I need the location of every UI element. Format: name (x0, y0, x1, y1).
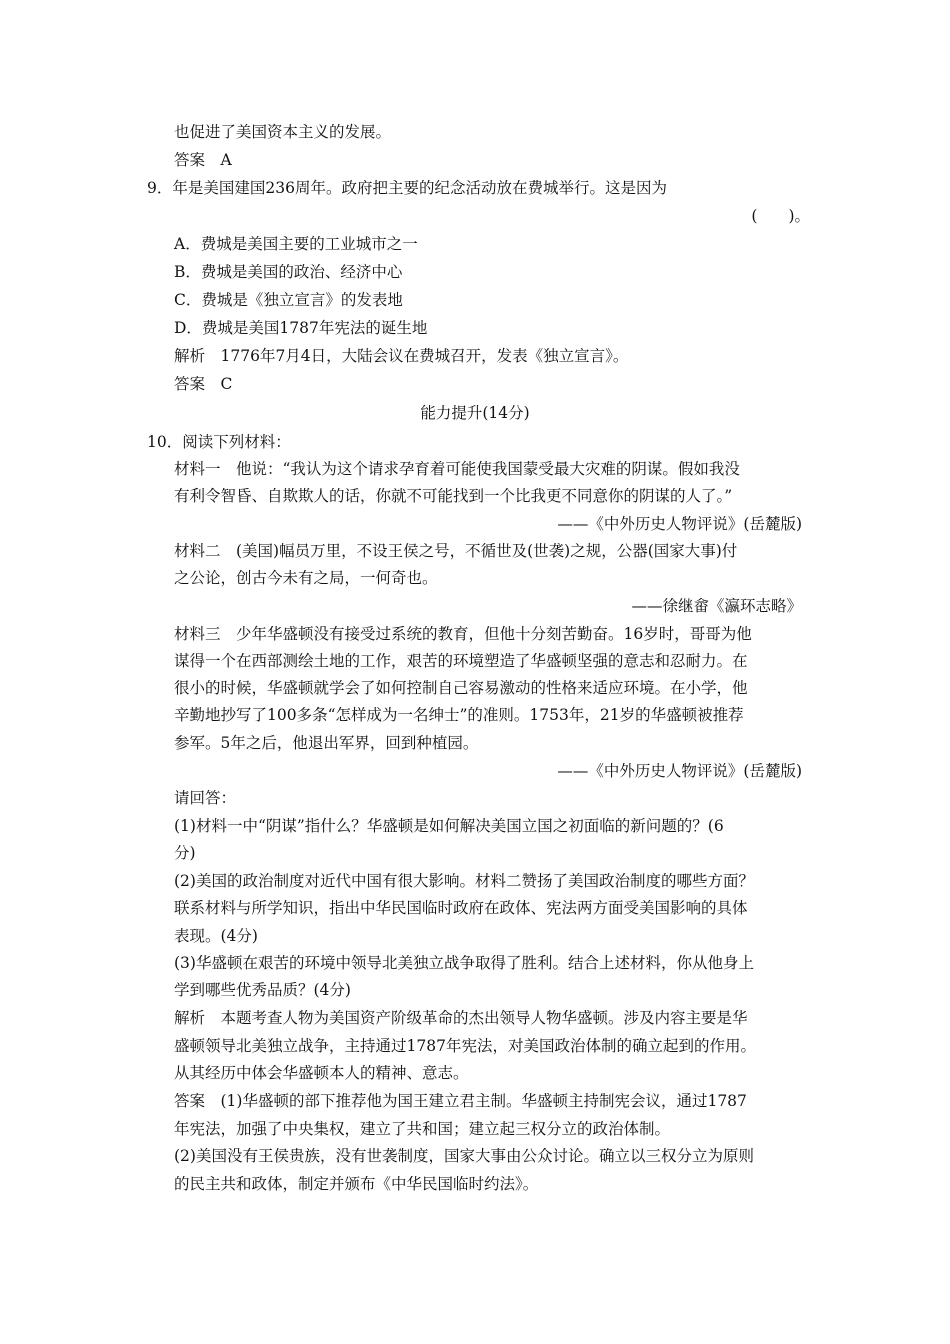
q10-answer-line: (2)美国没有王侯贵族，没有世袭制度，国家大事由公众讨论。确立以三权分立为原则 (174, 1147, 754, 1165)
material-3-line: 谋得一个在西部测绘土地的工作，艰苦的环境塑造了华盛顿坚强的意志和忍耐力。在 (174, 652, 748, 670)
material-1-source: ——《中外历史人物评说》(岳麓版) (557, 515, 802, 533)
material-2-source: ——徐继畲《瀛环志略》 (631, 597, 802, 615)
sub-question-3-line: (3)华盛顿在艰苦的环境中领导北美独立战争取得了胜利。结合上述材料，你从他身上 (174, 954, 754, 972)
material-3-line: 材料三 少年华盛顿没有接受过系统的教育，但他十分刻苦勤奋。16岁时，哥哥为他 (174, 625, 752, 643)
prev-answer: 答案 A (174, 151, 232, 169)
q9-answer: 答案 C (174, 375, 233, 393)
answer-prompt: 请回答： (174, 789, 237, 807)
q9-stem: 9．年是美国建国236周年。政府把主要的纪念活动放在费城举行。这是因为 (147, 179, 667, 197)
q9-option-c: C．费城是《独立宣言》的发表地 (174, 291, 403, 309)
material-1-line: 材料一 他说：“我认为这个请求孕育着可能使我国蒙受最大灾难的阴谋。假如我没 (174, 460, 740, 478)
q10-analysis-line: 解析 本题考查人物为美国资产阶级革命的杰出领导人物华盛顿。涉及内容主要是华 (174, 1009, 748, 1027)
q9-option-a: A．费城是美国主要的工业城市之一 (174, 235, 418, 253)
material-3-line: 辛勤地抄写了100多条“怎样成为一名绅士”的准则。1753年，21岁的华盛顿被推荐 (174, 706, 744, 724)
material-1-line: 有利令智昏、自欺欺人的话，你就不可能找到一个比我更不同意你的阴谋的人了。” (174, 487, 733, 505)
material-3-source: ——《中外历史人物评说》(岳麓版) (557, 762, 802, 780)
q9-option-d: D．费城是美国1787年宪法的诞生地 (174, 319, 428, 337)
sub-question-2-line: 表现。(4分) (174, 927, 258, 945)
prev-continuation: 也促进了美国资本主义的发展。 (174, 123, 392, 141)
section-title: 能力提升(14分) (420, 404, 530, 422)
q10-answer-line: 的民主共和政体，制定并颁布《中华民国临时约法》。 (174, 1175, 539, 1193)
material-3-line: 参军。5年之后，他退出军界，回到种植园。 (174, 734, 479, 752)
sub-question-2-line: (2)美国的政治制度对近代中国有很大影响。材料二赞扬了美国政治制度的哪些方面？ (174, 872, 754, 890)
sub-question-3-line: 学到哪些优秀品质？(4分) (174, 981, 351, 999)
q10-answer-line: 答案 (1)华盛顿的部下推荐他为国王建立君主制。华盛顿主持制宪会议，通过1787 (174, 1092, 747, 1110)
q10-stem: 10．阅读下列材料： (147, 433, 291, 451)
q10-analysis-line: 从其经历中体会华盛顿本人的精神、意志。 (174, 1064, 469, 1082)
material-2-line: 之公论，创古今未有之局，一何奇也。 (174, 569, 438, 587)
sub-question-1-line: 分) (174, 844, 196, 862)
q10-analysis-line: 盛顿领导北美独立战争，主持通过1787年宪法，对美国政治体制的确立起到的作用。 (174, 1037, 756, 1055)
q10-answer-line: 年宪法，加强了中央集权，建立了共和国；建立起三权分立的政治体制。 (174, 1120, 671, 1138)
sub-question-1-line: (1)材料一中“阴谋”指什么？华盛顿是如何解决美国立国之初面临的新问题的？(6 (174, 817, 724, 835)
q9-option-b: B．费城是美国的政治、经济中心 (174, 263, 403, 281)
material-2-line: 材料二 (美国)幅员万里，不设王侯之号，不循世及(世袭)之规，公器(国家大事)付 (174, 542, 738, 560)
q9-answer-paren: ( )。 (751, 207, 810, 225)
sub-question-2-line: 联系材料与所学知识，指出中华民国临时政府在政体、宪法两方面受美国影响的具体 (174, 899, 748, 917)
q9-analysis: 解析 1776年7月4日，大陆会议在费城召开，发表《独立宣言》。 (174, 347, 629, 365)
material-3-line: 很小的时候，华盛顿就学会了如何控制自己容易激动的性格来适应环境。在小学，他 (174, 679, 748, 697)
